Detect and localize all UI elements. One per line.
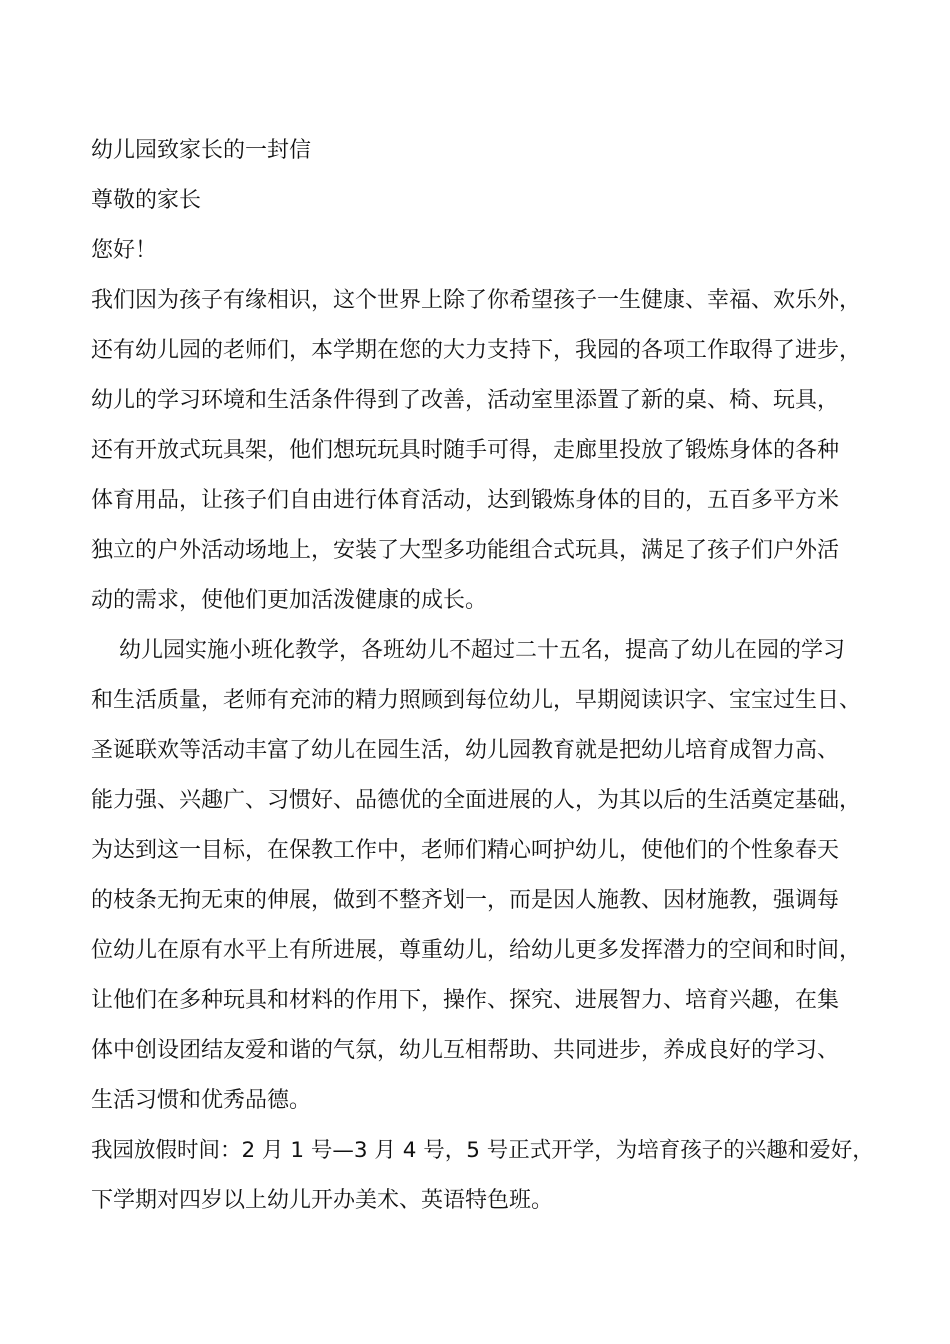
- paragraph-line: 位幼儿在原有水平上有所进展，尊重幼儿，给幼儿更多发挥潜力的空间和时间，: [91, 938, 862, 963]
- paragraph-line: 幼儿的学习环境和生活条件得到了改善，活动室里添置了新的桌、椅、玩具，: [91, 388, 840, 413]
- paragraph-line: 圣诞联欢等活动丰富了幼儿在园生活，幼儿园教育就是把幼儿培育成智力高、: [91, 738, 840, 763]
- paragraph-line: 还有开放式玩具架，他们想玩玩具时随手可得，走廊里投放了锻炼身体的各种: [91, 438, 840, 463]
- salutation: 尊敬的家长: [91, 188, 202, 213]
- paragraph-line: 生活习惯和优秀品德。: [91, 1088, 312, 1113]
- paragraph-line: 动的需求，使他们更加活泼健康的成长。: [91, 588, 488, 613]
- paragraph-line: 独立的户外活动场地上，安装了大型多功能组合式玩具，满足了孩子们户外活: [91, 538, 840, 563]
- paragraph-line: 我园放假时间：2 月 1 号—3 月 4 号，5 号正式开学，为培育孩子的兴趣和爱好，: [91, 1138, 874, 1163]
- paragraph-line: 让他们在多种玩具和材料的作用下，操作、探究、进展智力、培育兴趣，在集: [91, 988, 840, 1013]
- paragraph-line: 为达到这一目标，在保教工作中，老师们精心呵护幼儿，使他们的个性象春天: [91, 838, 840, 863]
- paragraph-line: 下学期对四岁以上幼儿开办美术、英语特色班。: [91, 1188, 554, 1213]
- letter-title: 幼儿园致家长的一封信: [91, 138, 312, 163]
- paragraph-line: 幼儿园实施小班化教学，各班幼儿不超过二十五名，提高了幼儿在园的学习: [91, 638, 845, 663]
- paragraph-line: 我们因为孩子有缘相识，这个世界上除了你希望孩子一生健康、幸福、欢乐外，: [91, 288, 862, 313]
- paragraph-line: 体中创设团结友爱和谐的气氛，幼儿互相帮助、共同进步，养成良好的学习、: [91, 1038, 840, 1063]
- paragraph-line: 能力强、兴趣广、习惯好、品德优的全面进展的人，为其以后的生活奠定基础，: [91, 788, 862, 813]
- paragraph-line: 还有幼儿园的老师们，本学期在您的大力支持下，我园的各项工作取得了进步，: [91, 338, 862, 363]
- greeting: 您好！: [91, 238, 158, 263]
- paragraph-line: 和生活质量，老师有充沛的精力照顾到每位幼儿，早期阅读识字、宝宝过生日、: [91, 688, 862, 713]
- paragraph-line: 的枝条无拘无束的伸展，做到不整齐划一，而是因人施教、因材施教，强调每: [91, 888, 840, 913]
- paragraph-line: 体育用品，让孩子们自由进行体育活动，达到锻炼身体的目的，五百多平方米: [91, 488, 840, 513]
